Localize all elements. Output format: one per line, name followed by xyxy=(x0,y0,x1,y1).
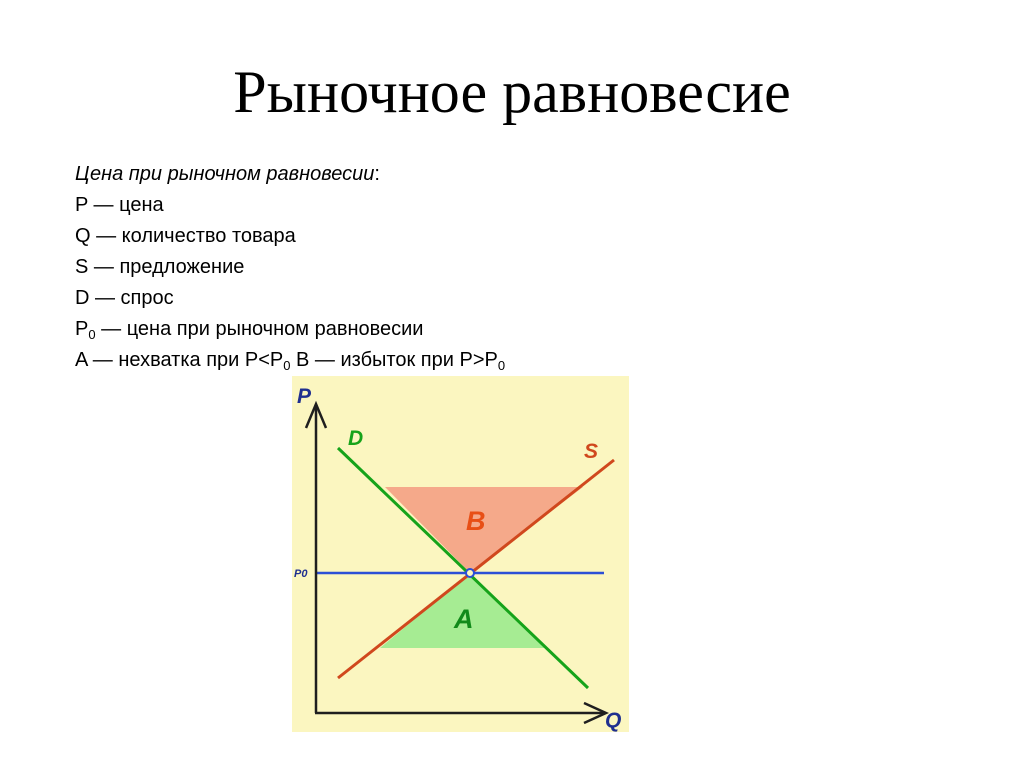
legend-heading: Цена при рыночном равновесии xyxy=(75,163,375,185)
ab-subscript2: 0 xyxy=(497,358,506,373)
supply-label: S xyxy=(584,440,599,463)
legend-line-p0 xyxy=(75,315,505,346)
legend xyxy=(75,160,505,377)
p0-prefix: P xyxy=(75,318,89,340)
diagram-svg xyxy=(292,376,629,732)
equilibrium-diagram xyxy=(292,376,629,732)
p0-subscript: 0 xyxy=(88,327,96,342)
legend-line-demand: D — спрос xyxy=(75,287,174,309)
legend-line-quantity: Q — количество товара xyxy=(75,225,296,247)
ab-subscript1: 0 xyxy=(283,358,291,373)
legend-heading-line xyxy=(75,160,505,191)
demand-curve xyxy=(338,448,588,688)
legend-line-ab xyxy=(75,346,505,377)
p0-rest: — цена при рыночном равновесии xyxy=(95,318,424,340)
ab-part2: B — избыток при P>P xyxy=(290,349,498,371)
legend-line-price: P — цена xyxy=(75,194,164,216)
equilibrium-label: P0 xyxy=(294,568,308,580)
axis-x-label: Q xyxy=(605,709,622,732)
slide-title: Рыночное равновесие xyxy=(233,59,791,125)
legend-heading-suffix: : xyxy=(374,163,380,185)
legend-line-supply: S — предложение xyxy=(75,256,245,278)
area-b-label: B xyxy=(466,506,486,536)
ab-part1: A — нехватка при P<P xyxy=(75,349,284,371)
equilibrium-point xyxy=(466,569,474,577)
axis-y-label: P xyxy=(297,385,312,408)
demand-label: D xyxy=(348,427,364,450)
area-a-label: A xyxy=(454,604,474,634)
